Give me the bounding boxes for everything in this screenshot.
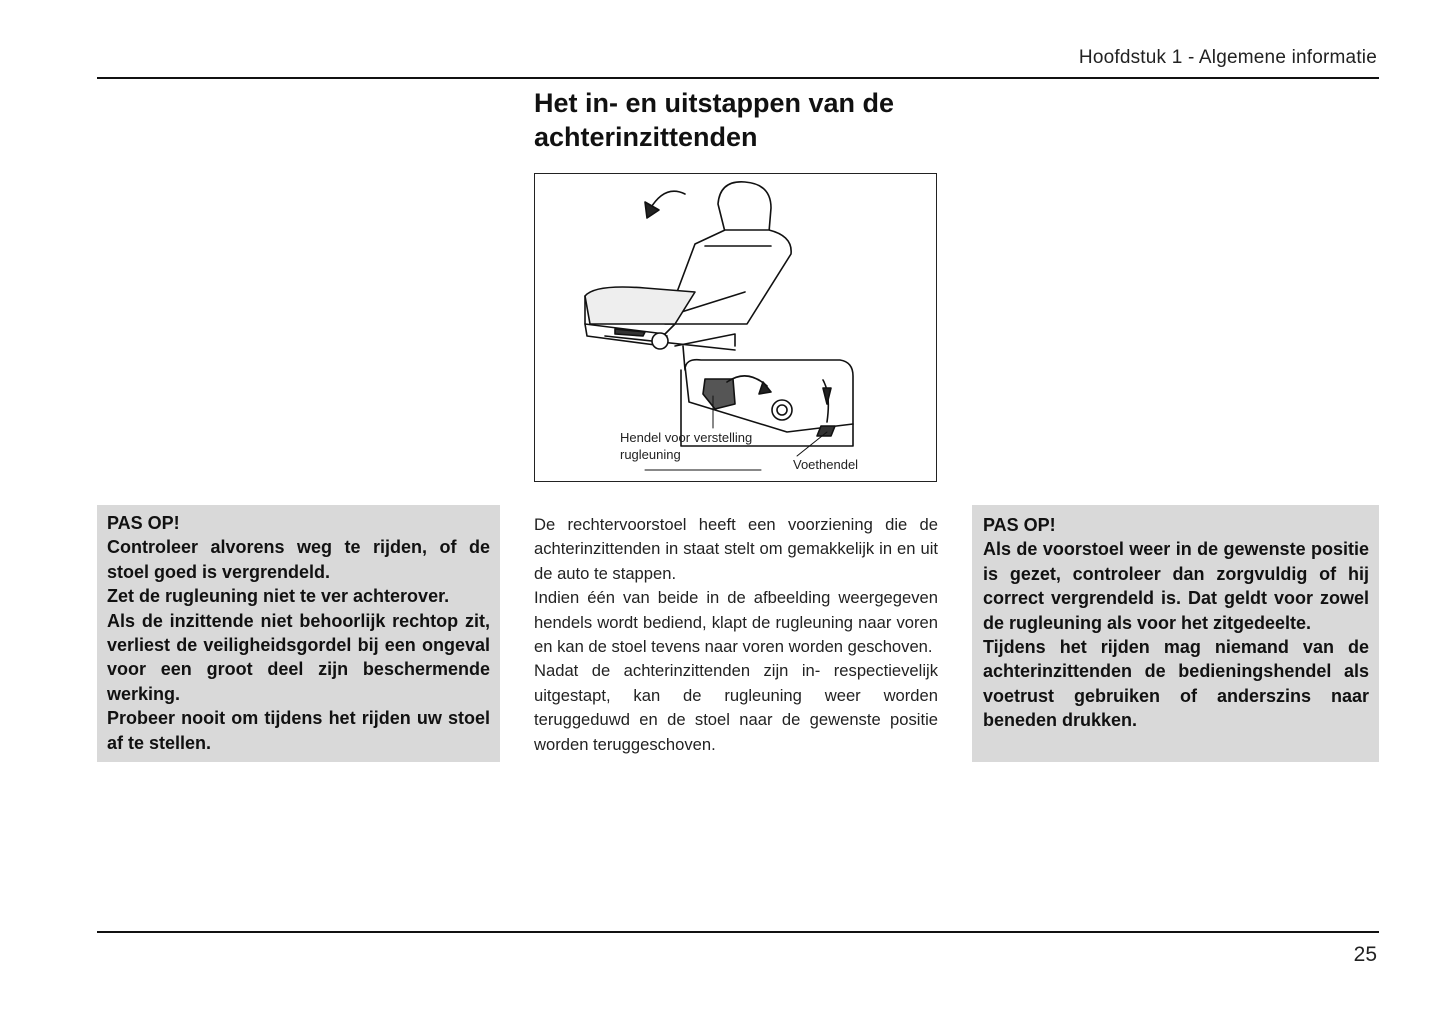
header-rule [97,77,1379,79]
warning-paragraph: Controleer alvorens weg te rijden, of de stoel goed is vergrendeld. [107,537,490,582]
warning-heading: PAS OP! [983,515,1056,535]
section-title: Het in- en uitstappen van de achterinzittenden [534,88,895,152]
warning-paragraph: Zet de rugleuning niet te ver achterover. [107,586,450,607]
body-text [534,513,938,757]
warning-paragraph: Tijdens het rijden mag niemand van de achterinzittenden de bedieningshendel als voetrust gebruiken of anderszins naar beneden drukken. [983,637,1369,731]
backrest-lever-label: Hendel voor verstelling rugleuning [620,430,753,462]
warning-heading: PAS OP! [107,513,180,533]
body-paragraph: De rechtervoorstoel heeft een voorziening die de achterinzittenden in staat stelt om gemakkelijk in en uit de auto te stappen. [534,515,938,583]
warning-box-right [972,505,1379,762]
page-number: 25 [1353,943,1377,966]
body-paragraph: Indien één van beide in de afbeelding weergegeven hendels wordt bediend, klapt de rugleuning naar voren en kan de stoel tevens naar voren worden geschoven. [534,588,938,657]
fold-arrow-icon [650,191,685,209]
body-paragraph: Nadat de achterinzittenden zijn in- respectievelijk uitgestapt, kan de rugleuning weer worden teruggeduwd en de stoel naar de gewenste positie worden teruggeschoven. [534,661,938,754]
warning-paragraph: Als de voorstoel weer in de gewenste positie is gezet, controleer dan zorgvuldig of hij correct vergrendeld is. Dat geldt voor zowel de rugleuning als voor het zitgedeelte. [983,539,1369,633]
chapter-header: Hoofdstuk 1 - Algemene informatie [1078,47,1377,68]
warning-box-left [97,505,500,762]
seat-illustration [534,173,937,482]
warning-paragraph: Als de inzittende niet behoorlijk rechtop zit, verliest de veiligheidsgordel bij een ongeval voor een groot deel zijn beschermende werking. [107,610,490,704]
foot-lever-label: Voethendel [793,457,859,472]
footer-rule [97,931,1379,933]
warning-paragraph: Probeer nooit om tijdens het rijden uw stoel af te stellen. [107,708,490,753]
